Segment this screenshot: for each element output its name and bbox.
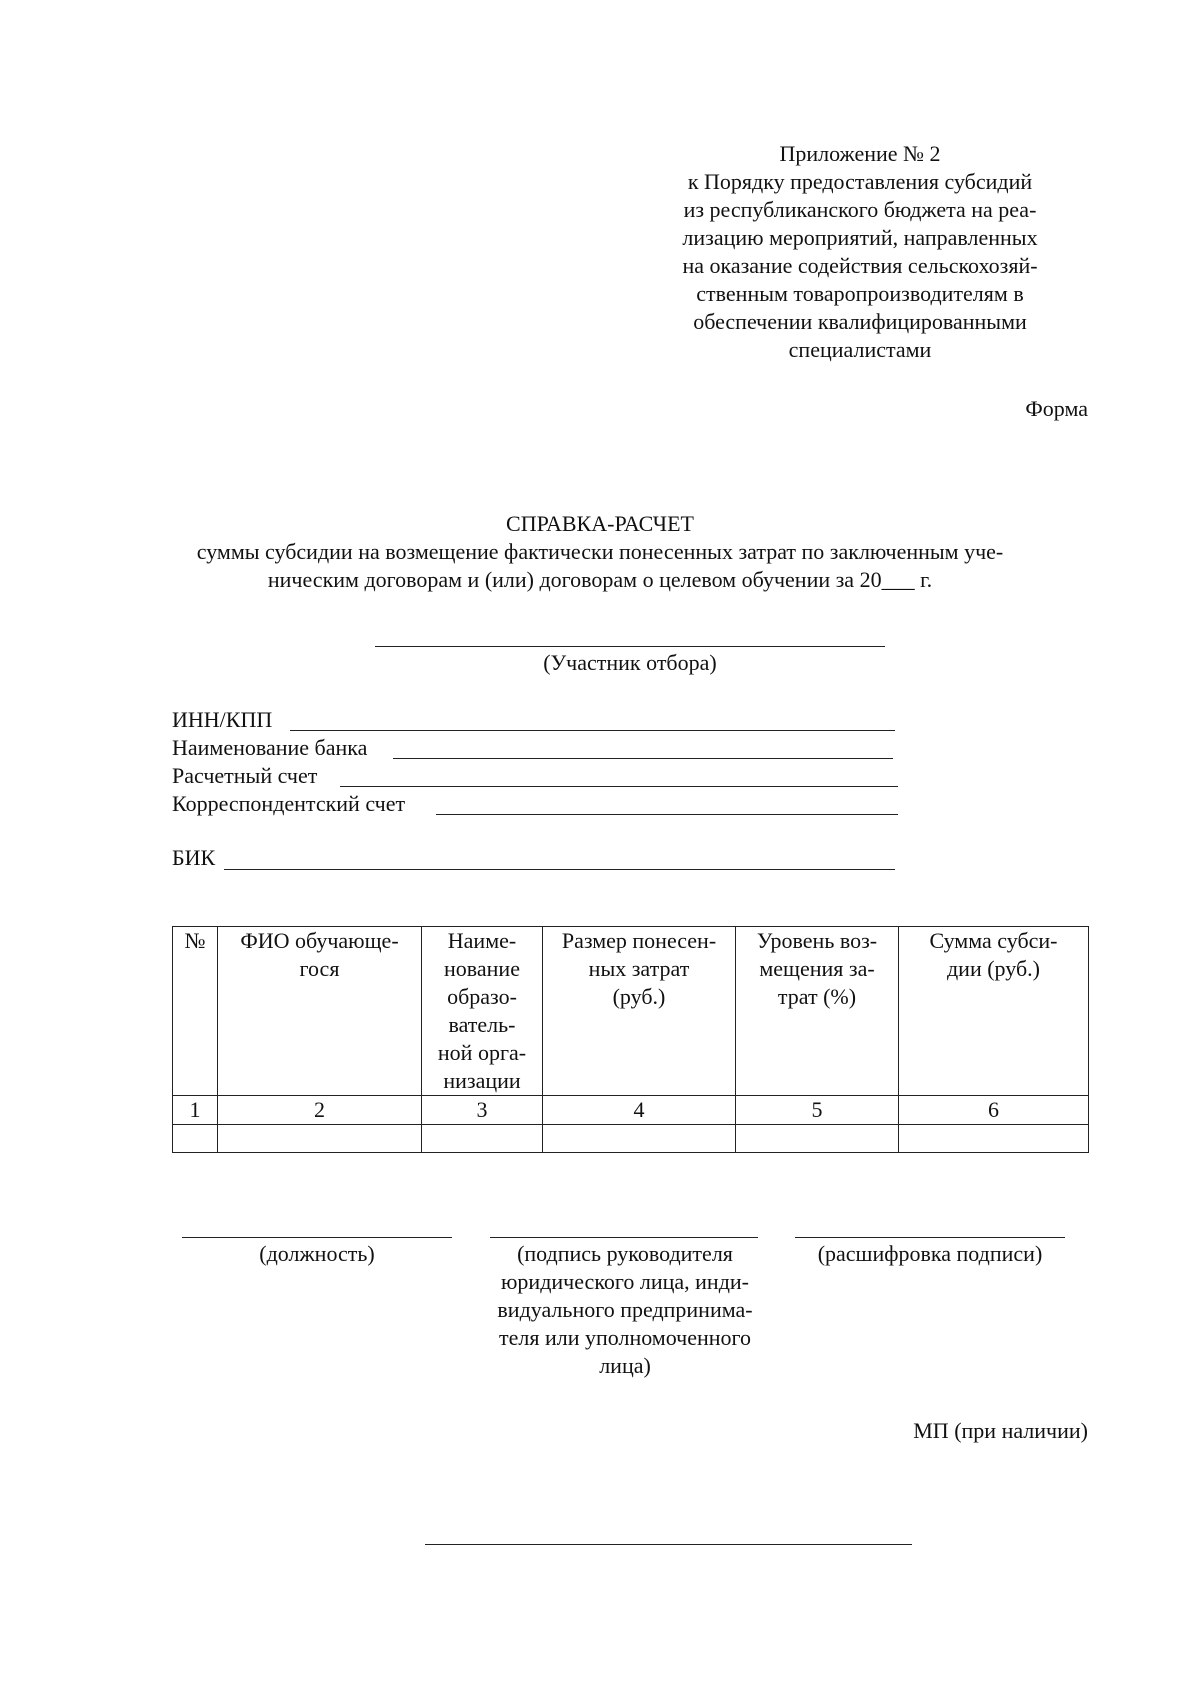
position-caption: (должность) [259, 1241, 375, 1266]
corr-account-field[interactable] [436, 814, 898, 815]
column-number: 3 [422, 1096, 543, 1125]
document-title [0, 510, 1200, 594]
decode-line[interactable] [795, 1237, 1065, 1238]
bottom-line[interactable] [425, 1544, 912, 1545]
stamp-label: МП (при наличии) [913, 1418, 1088, 1443]
form-label: Форма [1025, 396, 1088, 421]
inn-label: ИНН/КПП [172, 707, 273, 732]
annex-line: специалистами [788, 337, 932, 362]
header-cell-rate: Уровень воз- мещения за- трат (%) [736, 927, 899, 1096]
title-heading: СПРАВКА-РАСЧЕТ [506, 511, 694, 536]
inn-field[interactable] [290, 730, 895, 731]
title-line: суммы субсидии на возмещение фактически понесенных затрат по заключенным уче- [196, 539, 1004, 564]
column-number: 5 [736, 1096, 899, 1125]
header-cell-amount: Сумма субси- дии (руб.) [899, 927, 1089, 1096]
subsidy-table [172, 926, 1089, 1153]
annex-line: обеспечении квалифицированными [693, 309, 1027, 334]
participant-caption: (Участник отбора) [543, 650, 717, 675]
annex-line: к Порядку предоставления субсидий [687, 169, 1033, 194]
table-cell[interactable] [736, 1125, 899, 1153]
header-cell-costs: Размер понесен- ных затрат (руб.) [543, 927, 736, 1096]
table-row [173, 1125, 1089, 1153]
title-line: ническим договорам и (или) договорам о целевом обучении за 20___ г. [267, 567, 933, 592]
table-number-row [173, 1096, 1089, 1125]
corr-account-label: Корреспондентский счет [172, 791, 406, 816]
table-cell[interactable] [422, 1125, 543, 1153]
annex-header [640, 140, 1080, 364]
table-cell[interactable] [899, 1125, 1089, 1153]
bank-field[interactable] [393, 758, 893, 759]
account-label: Расчетный счет [172, 763, 318, 788]
annex-line: на оказание содействия сельскохозяй- [682, 253, 1038, 278]
annex-line: из республиканского бюджета на реа- [683, 197, 1037, 222]
decode-caption: (расшифровка подписи) [817, 1241, 1043, 1266]
header-cell-name: ФИО обучающе- гося [218, 927, 422, 1096]
bank-label: Наименование банка [172, 735, 368, 760]
position-line[interactable] [182, 1237, 452, 1238]
table-cell[interactable] [543, 1125, 736, 1153]
annex-line: Приложение № 2 [779, 141, 941, 166]
annex-line: ственным товаропроизводителям в [696, 281, 1024, 306]
bik-label: БИК [172, 845, 216, 870]
participant-line[interactable] [375, 646, 885, 647]
header-cell-organization: Наиме- нование образо- ватель- ной орга- низации [422, 927, 543, 1096]
signature-caption: (подпись руководителя юридического лица, инди- видуального предпринима- теля или уполномоченного лица) [497, 1241, 753, 1378]
table-cell[interactable] [218, 1125, 422, 1153]
column-number: 4 [543, 1096, 736, 1125]
column-number: 6 [899, 1096, 1089, 1125]
column-number: 2 [218, 1096, 422, 1125]
bik-field[interactable] [224, 869, 895, 870]
table-cell[interactable] [173, 1125, 218, 1153]
column-number: 1 [173, 1096, 218, 1125]
signature-line[interactable] [490, 1237, 758, 1238]
table-header-row [173, 927, 1089, 1096]
header-cell-number: № [173, 927, 218, 1096]
annex-line: лизацию мероприятий, направленных [682, 225, 1038, 250]
account-field[interactable] [340, 786, 898, 787]
